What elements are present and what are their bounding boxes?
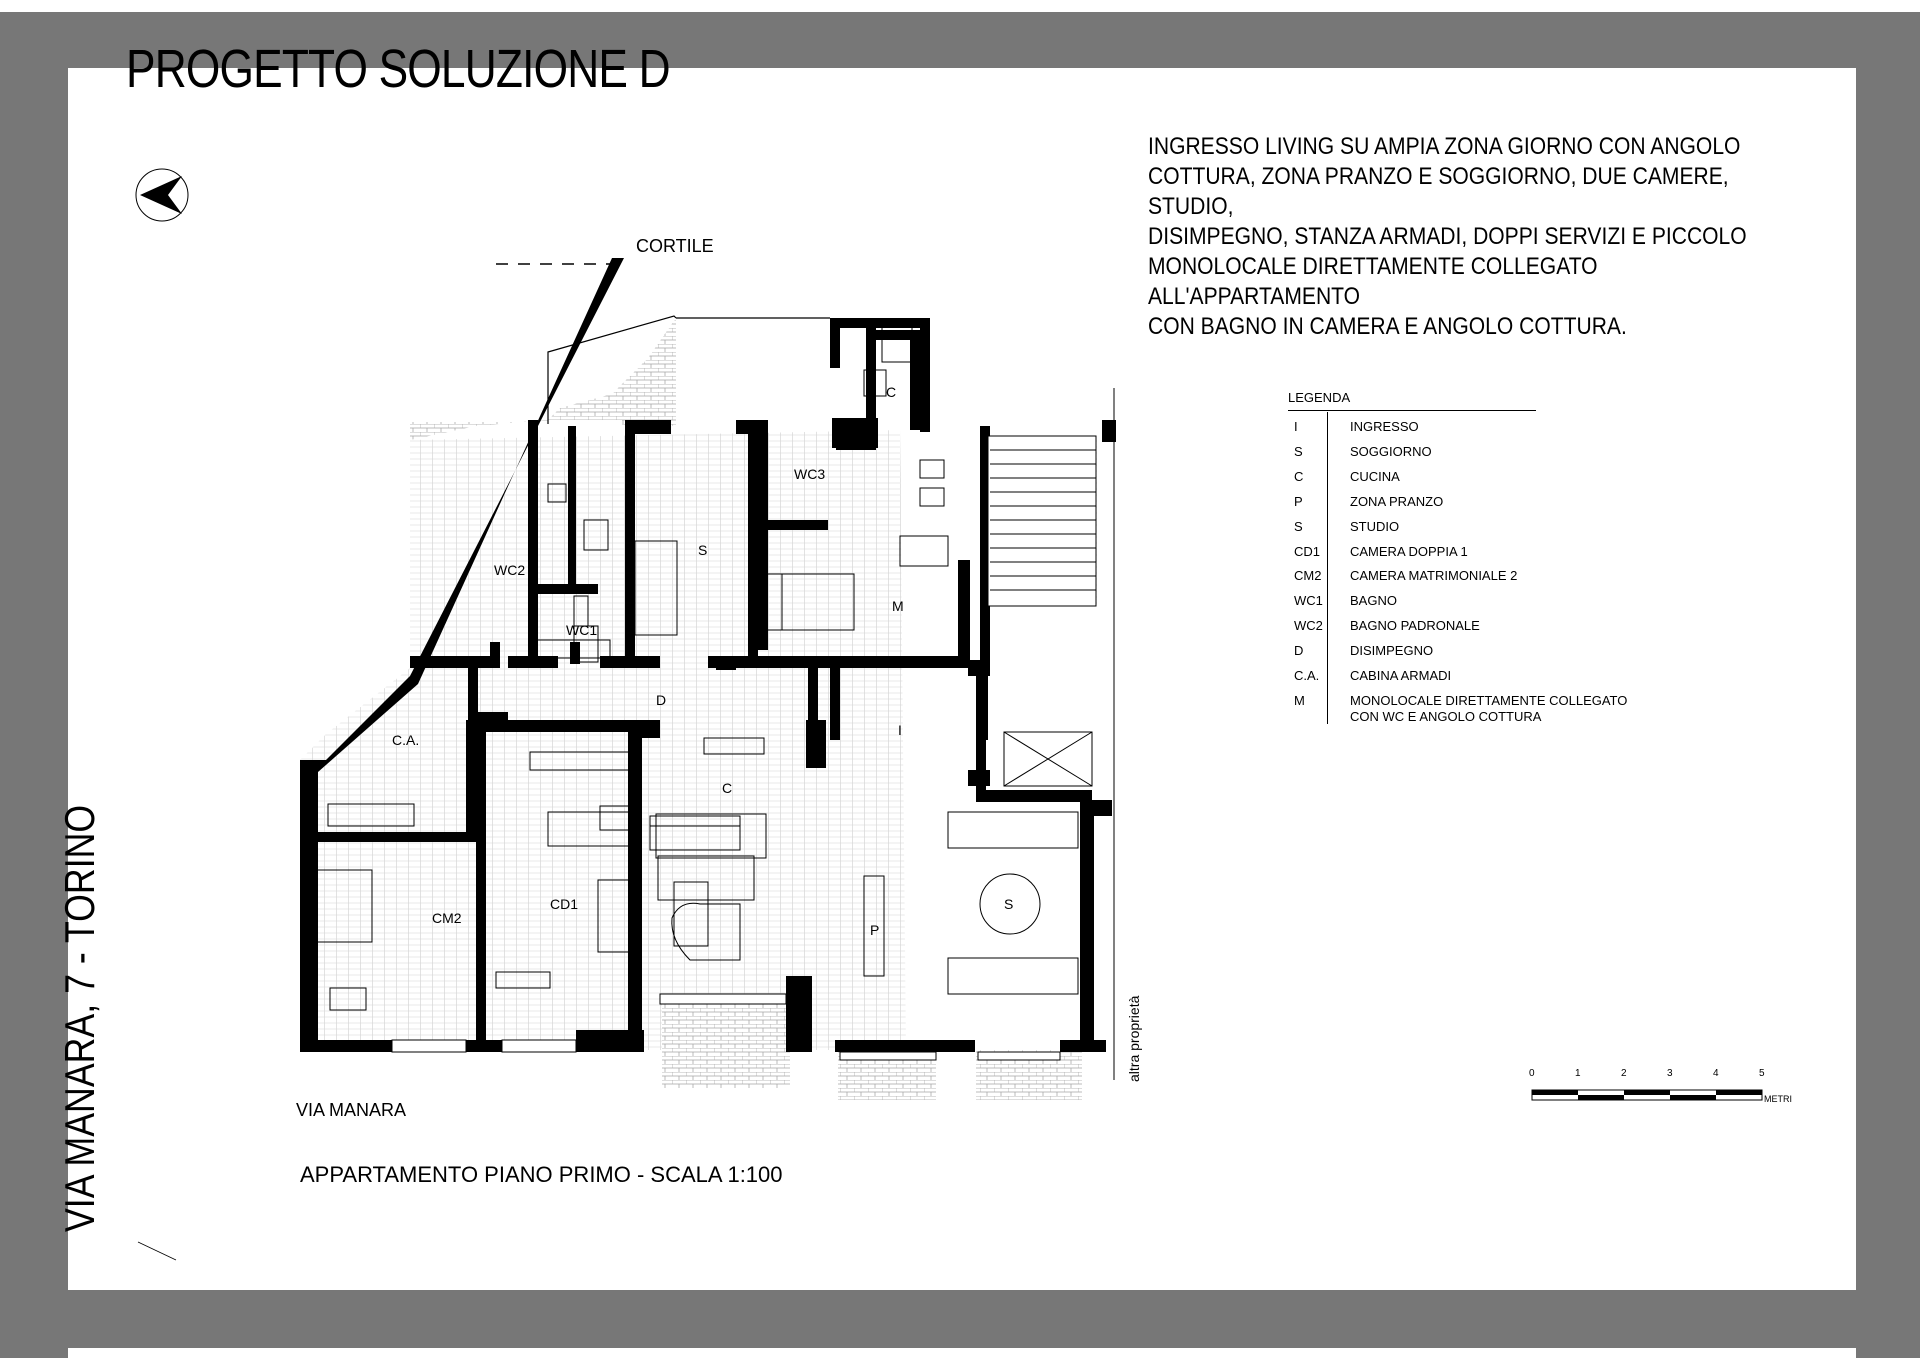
legend-title: LEGENDA [1288,390,1351,405]
room-corridor: D [656,692,667,708]
north-arrow-icon [136,169,188,221]
room-studio: S [698,542,708,558]
room-wc3: WC3 [794,466,826,482]
room-closet: C.A. [392,732,420,748]
scale-unit: METRI [1764,1094,1792,1104]
courtyard-label: CORTILE [636,236,714,256]
legend-divider [1327,412,1328,724]
room-kitchenette: C [886,384,897,400]
project-description: INGRESSO LIVING SU AMPIA ZONA GIORNO CON ANGOLO COTTURA, ZONA PRANZO E SOGGIORNO, DUE CAMERE, STUDIO, DISIMPEGNO, STANZA ARMADI, DOPPI SERVIZI E PICCOLO MONOLOCALE DIRETTAMENTE COLLEGATO ALL'APPARTAMENTO CON BAGNO IN CAMERA E ANGOLO COTTURA. [1148,133,1747,340]
room-wc2: WC2 [494,562,526,578]
neighbor-label: altra proprietà [1126,995,1142,1082]
balcony-1 [662,1000,790,1088]
scale-tick-3: 3 [1667,1068,1673,1079]
scale-tick-2: 2 [1621,1068,1627,1079]
room-cd1: CD1 [550,896,579,912]
scale-tick-4: 4 [1713,1068,1719,1079]
room-living: S [1004,896,1014,912]
legend-rule [1288,410,1536,411]
room-monolocale: M [892,598,904,614]
scale-tick-5: 5 [1759,1068,1765,1079]
plan-caption: APPARTAMENTO PIANO PRIMO - SCALA 1:100 [300,1162,783,1187]
room-entrance: I [898,722,902,738]
scale-tick-0: 0 [1529,1068,1535,1079]
page-title: PROGETTO SOLUZIONE D [126,39,670,99]
room-cm2: CM2 [432,910,462,926]
street-label: VIA MANARA [296,1100,407,1120]
address-vertical: VIA MANARA, 7 - TORINO [56,804,103,1232]
scale-bar [1532,1090,1762,1100]
room-kitchen: C [722,780,733,796]
scale-tick-1: 1 [1575,1068,1581,1079]
room-dining: P [870,922,880,938]
staircase [988,436,1096,786]
room-wc1: WC1 [566,622,598,638]
